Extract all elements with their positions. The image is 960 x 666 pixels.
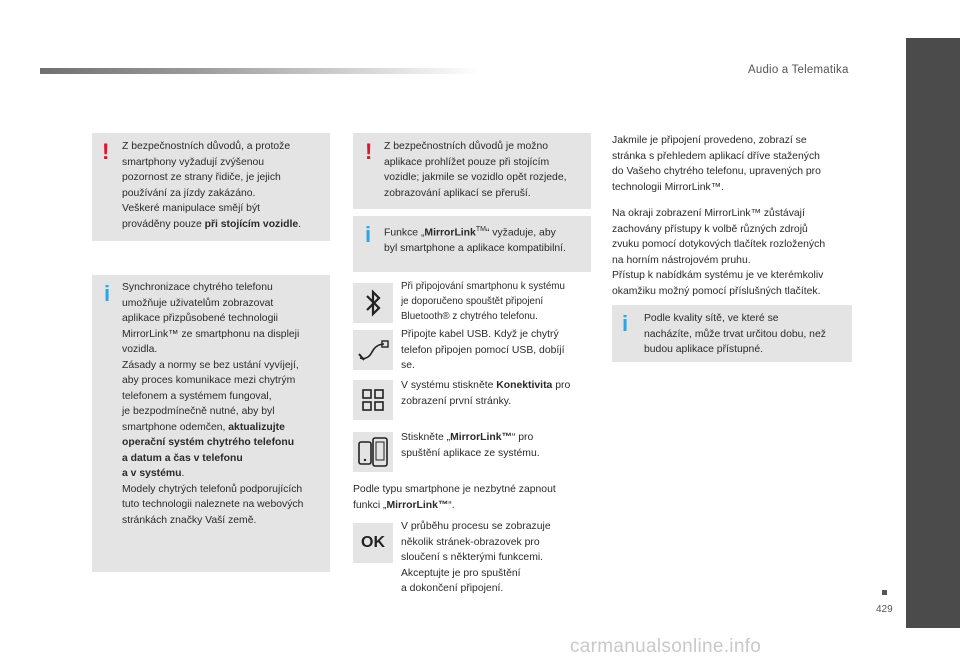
warning-icon: ! [102, 139, 110, 164]
info-text-right: Podle kvality sítě, ve které se nacházíte, může trvat určitou dobu, než budou aplikace přístupné. [644, 313, 826, 355]
usb-cable-icon [353, 330, 393, 370]
page-sidebar [906, 38, 960, 628]
info-icon: i [104, 281, 111, 306]
ok-button-icon [353, 523, 393, 563]
info-text-middle: Funkce „MirrorLink™“ vyžaduje, aby byl smartphone a aplikace kompatibilní. [384, 226, 566, 254]
mirrorlink-note: Podle typu smartphone je nezbytné zapnout funkci „MirrorLink™“. [353, 484, 556, 511]
ok-label: OK [361, 534, 385, 551]
info-box-left [92, 275, 330, 572]
warning-box-left [92, 133, 330, 241]
section-title: Audio a Telematika [748, 64, 849, 76]
step-ok-text: V průběhu procesu se zobrazuje několik stránek-obrazovek pro sloučení s některými funkcemi. Akceptujte je pro spuštění a dokončení připojení. [401, 521, 551, 594]
footer-watermark: carmanualsonline.info [570, 636, 762, 657]
step-mirrorlink-text: Stiskněte „MirrorLink™“ pro spuštění aplikace ze systému. [401, 432, 540, 459]
mirrorlink-phone-icon [353, 432, 393, 472]
warning-icon: ! [365, 139, 373, 164]
connectivity-grid-icon [353, 380, 393, 420]
info-icon: i [365, 222, 372, 247]
info-text-left: Synchronizace chytrého telefonu umožňuje uživatelům zobrazovat aplikace přizpůsobené technologii MirrorLink™ ze smartphonu na displeji vozidla. Zásady a normy se bez ustání vyvíjejí, aby proces komunikace mezi chytrým telefonem a systémem fungoval, je bezpodmínečně nutné, aby byl smartphone odemčen, aktualizujte operační systém chytrého telefonu a datum a čas v telefonu a v systému. Modely chytrých telefonů podporujících tuto technologii naleznete na webových stránkách značky Vaší země. [122, 282, 304, 526]
result-paragraph: Jakmile je připojení provedeno, zobrazí se stránka s přehledem aplikací dříve stažených do Vašeho chytrého telefonu, upravených pro technologii MirrorLink™. [612, 135, 821, 193]
bluetooth-icon [353, 283, 393, 323]
warning-text-left: Z bezpečnostních důvodů, a protože smartphony vyžadují zvýšenou pozornost ze strany řidiče, je jejich používání za jízdy zakázáno. Veškeré manipulace smějí být prováděny pouze při stojícím vozidle. [122, 141, 302, 230]
info-box-middle [353, 216, 591, 272]
header-gradient-bar [40, 68, 480, 74]
step-usb-text: Připojte kabel USB. Když je chytrý telefon připojen pomocí USB, dobíjí se. [401, 329, 565, 371]
step-bluetooth-text: Při připojování smartphonu k systému je doporučeno spouštět připojení Bluetooth® z chytrého telefonu. [401, 281, 565, 322]
info-box-right [612, 305, 852, 362]
page-marker [882, 590, 887, 595]
warning-box-middle [353, 133, 591, 209]
page-number: 429 [876, 604, 893, 615]
access-paragraph: Na okraji zobrazení MirrorLink™ zůstávají zachovány přístupy k volbě různých zdrojů zvuku pomocí dotykových tlačítek rozložených na horním nástrojovém pruhu. Přístup k nabídkám systému je ve kterémkoliv okamžiku možný pomocí příslušných tlačítek. [612, 208, 826, 297]
step-connectivity-text: V systému stiskněte Konektivita pro zobrazení první stránky. [401, 380, 571, 407]
warning-text-middle: Z bezpečnostních důvodů je možno aplikace prohlížet pouze při stojícím vozidle; jakmile se vozidlo opět rozjede, zobrazování aplikací se přeruší. [384, 141, 567, 199]
info-icon: i [622, 311, 629, 336]
